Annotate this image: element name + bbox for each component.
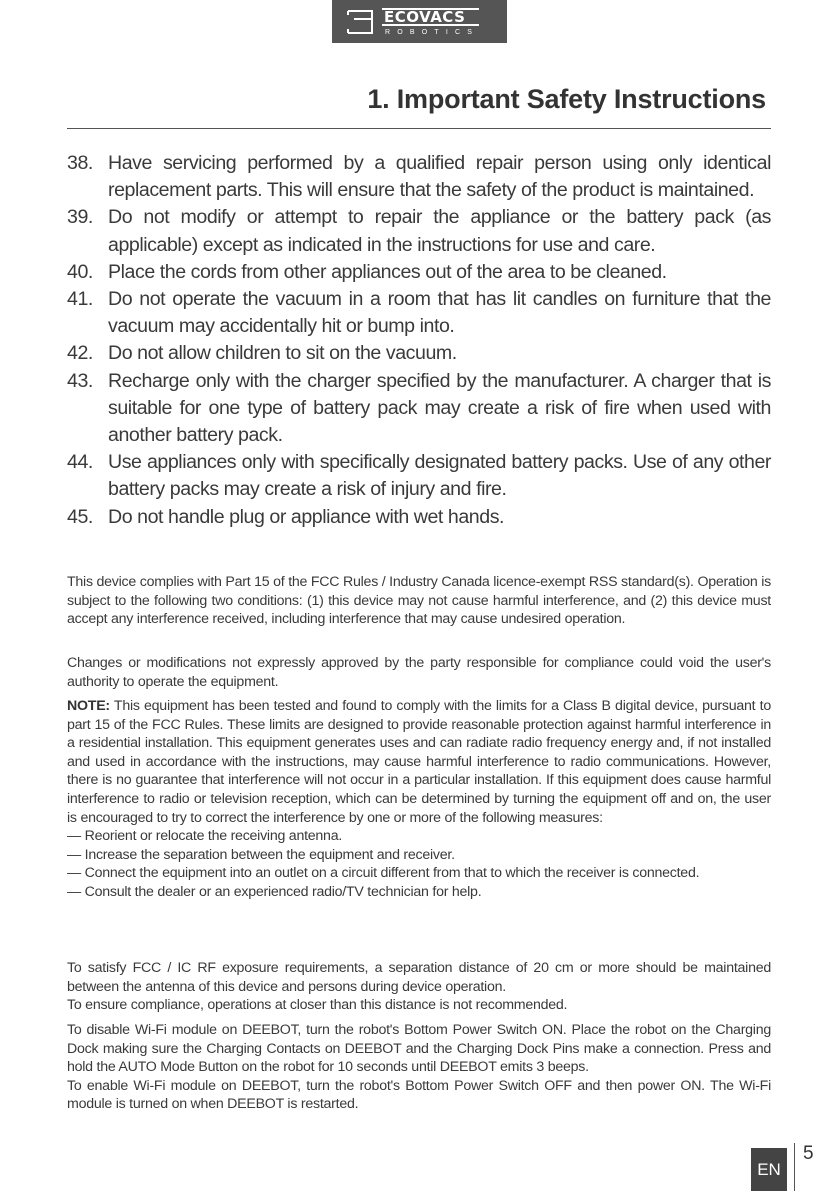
logo-brand-text: ECOVACS: [382, 8, 479, 26]
instruction-number: 45.: [67, 505, 93, 528]
instruction-item: [67, 504, 771, 531]
wifi-enable-text: To enable Wi-Fi module on DEEBOT, turn the robot's Bottom Power Switch OFF and then power ON. The Wi-Fi module is turned on when DEEBOT is restarted.: [67, 1077, 771, 1113]
instruction-text: Place the cords from other appliances out of the area to be cleaned.: [108, 260, 667, 283]
instruction-item: [67, 259, 771, 286]
measure-item: — Reorient or relocate the receiving antenna.: [67, 828, 343, 845]
instruction-text: Recharge only with the charger specified by the manufacturer. A charger that is suitable for one type of battery pack may create a risk of fire when used with another battery pack.: [108, 369, 771, 447]
instruction-text: Have servicing performed by a qualified repair person using only identical replacement parts. This will ensure that the safety of the product is maintained.: [108, 152, 771, 202]
fcc-note-paragraph: [67, 697, 771, 827]
instruction-item: [67, 150, 771, 204]
footer-divider: [794, 1143, 795, 1191]
changes-warning-paragraph: [67, 654, 771, 691]
instruction-text: Use appliances only with specifically designated battery packs. Use of any other battery packs may create a risk of injury and fire.: [108, 451, 771, 501]
instruction-number: 41.: [67, 288, 93, 311]
instruction-number: 44.: [67, 451, 93, 474]
measure-item: — Consult the dealer or an experienced radio/TV technician for help.: [67, 883, 482, 900]
instruction-text: Do not allow children to sit on the vacuum.: [108, 342, 457, 365]
ecovacs-mark-icon: [346, 9, 374, 35]
note-text: This equipment has been tested and found to comply with the limits for a Class B digital device, pursuant to part 15 of the FCC Rules. These limits are designed to provide reasonable protection against harmful interference in a residential installation. This equipment generates uses and can radiate radio frequency energy and, if not installed and used in accordance with the instructions, may cause harmful interference to radio communications. However, there is no guarantee that interference will not occur in a particular installation. If this equipment does cause harmful interference to radio or television reception, which can be determined by turning the equipment off and on, the user is encouraged to try to correct the interference by one or more of the following measures:: [67, 698, 771, 826]
measure-item: — Increase the separation between the equipment and receiver.: [67, 846, 455, 863]
fcc-compliance-text: This device complies with Part 15 of the FCC Rules / Industry Canada licence-exempt RSS standard(s). Operation is subject to the following two conditions: (1) this device may not cause harmful interference, and (2) this device must accept any interference received, including interference that may cause undesired operation.: [67, 574, 771, 628]
safety-instructions-list: [67, 150, 771, 531]
wifi-module-section: [67, 1021, 771, 1114]
logo-subtitle-text: ROBOTICS: [385, 28, 480, 36]
language-tab: EN: [751, 1148, 787, 1191]
page-title: 1. Important Safety Instructions: [367, 84, 766, 114]
note-label: NOTE:: [67, 698, 110, 714]
ecovacs-logo: [332, 0, 507, 43]
instruction-item: [67, 286, 771, 340]
instruction-text: Do not modify or attempt to repair the appliance or the battery pack (as applicable) except as indicated in the instructions for use and care.: [108, 206, 771, 256]
page-number: 5: [803, 1143, 814, 1164]
instruction-item: [67, 449, 771, 503]
instruction-number: 40.: [67, 260, 93, 283]
instruction-number: 42.: [67, 342, 93, 365]
instruction-text: Do not handle plug or appliance with wet hands.: [108, 505, 505, 528]
fcc-compliance-paragraph: [67, 573, 771, 629]
instruction-text: Do not operate the vacuum in a room that has lit candles on furniture that the vacuum may accidentally hit or bump into.: [108, 288, 771, 338]
instruction-item: [67, 368, 771, 450]
instruction-number: 43.: [67, 369, 93, 392]
instruction-number: 39.: [67, 206, 93, 229]
changes-warning-text: Changes or modifications not expressly approved by the party responsible for compliance could void the user's authority to operate the equipment.: [67, 655, 771, 690]
rf-compliance-text: To ensure compliance, operations at closer than this distance is not recommended.: [67, 997, 568, 1014]
wifi-disable-text: To disable Wi-Fi module on DEEBOT, turn the robot's Bottom Power Switch ON. Place the robot on the Charging Dock making sure the Charging Contacts on DEEBOT and the Charging Dock Pins make a connection. Press and hold the AUTO Mode Button on the robot for 10 seconds until DEEBOT emits 3 beeps.: [67, 1022, 771, 1076]
title-divider: [67, 128, 771, 129]
rf-exposure-section: [67, 959, 771, 1015]
fcc-note-section: [67, 697, 771, 902]
instruction-item: [67, 340, 771, 367]
instruction-item: [67, 204, 771, 258]
instruction-number: 38.: [67, 152, 93, 174]
measure-item: — Connect the equipment into an outlet on a circuit different from that to which the receiver is connected.: [67, 865, 700, 882]
rf-exposure-text: To satisfy FCC / IC RF exposure requirements, a separation distance of 20 cm or more should be maintained between the antenna of this device and persons during device operation.: [67, 960, 771, 995]
